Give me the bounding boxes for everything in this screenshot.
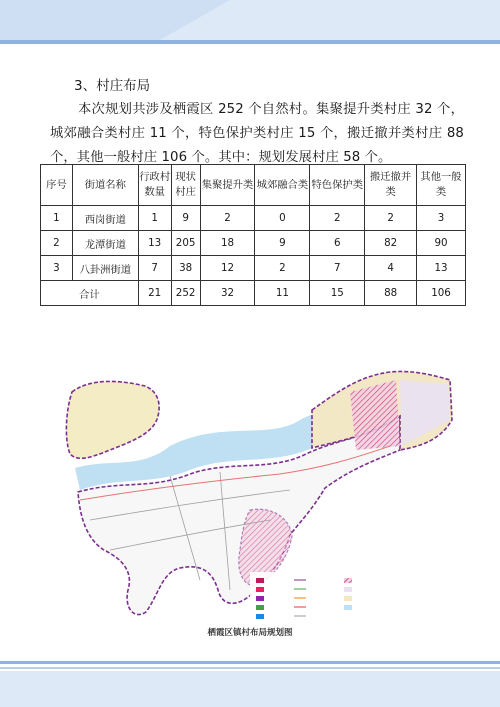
village-layout-map — [50, 350, 460, 628]
cell-admin: 7 — [138, 256, 171, 281]
cell-no: 1 — [41, 206, 73, 231]
cell-street: 龙潭街道 — [72, 231, 138, 256]
map-legend — [250, 572, 458, 626]
cell-general: 106 — [417, 281, 466, 306]
table-total-row — [41, 281, 466, 306]
cell-suburban: 9 — [255, 231, 310, 256]
cell-current: 205 — [171, 231, 200, 256]
cell-total-label: 合计 — [41, 281, 139, 306]
cell-protection: 6 — [310, 231, 365, 256]
cell-general: 3 — [417, 206, 466, 231]
header-street: 街道名称 — [72, 165, 138, 206]
cell-cluster: 32 — [200, 281, 255, 306]
cell-protection: 7 — [310, 256, 365, 281]
cell-current: 38 — [171, 256, 200, 281]
cell-general: 90 — [417, 231, 466, 256]
header-cluster: 集聚提升类 — [200, 165, 255, 206]
header-relocation: 搬迁撤并类 — [365, 165, 417, 206]
cell-suburban: 2 — [255, 256, 310, 281]
cell-suburban: 11 — [255, 281, 310, 306]
cell-suburban: 0 — [255, 206, 310, 231]
cell-relocation: 88 — [365, 281, 417, 306]
cell-relocation: 2 — [365, 206, 417, 231]
footer-decoration-band — [0, 661, 500, 707]
cell-cluster: 12 — [200, 256, 255, 281]
cell-street: 八卦洲街道 — [72, 256, 138, 281]
cell-current: 252 — [171, 281, 200, 306]
cell-no: 2 — [41, 231, 73, 256]
header-suburban: 城郊融合类 — [255, 165, 310, 206]
island-region — [66, 381, 159, 458]
table-row — [41, 206, 466, 231]
relocation-zone — [350, 380, 400, 450]
cell-general: 13 — [417, 256, 466, 281]
cell-cluster: 18 — [200, 231, 255, 256]
cell-relocation: 4 — [365, 256, 417, 281]
header-general: 其他一般类 — [417, 165, 466, 206]
cell-no: 3 — [41, 256, 73, 281]
table-row — [41, 256, 466, 281]
header-no: 序号 — [41, 165, 73, 206]
table-header-row — [41, 165, 466, 206]
cell-admin: 1 — [138, 206, 171, 231]
section-heading: 3、村庄布局 — [74, 78, 151, 94]
header-admin-villages: 行政村 数量 — [138, 165, 171, 206]
cell-admin: 13 — [138, 231, 171, 256]
village-statistics-table — [40, 164, 466, 306]
table-row — [41, 231, 466, 256]
cell-admin: 21 — [138, 281, 171, 306]
cell-current: 9 — [171, 206, 200, 231]
cell-protection: 2 — [310, 206, 365, 231]
cell-cluster: 2 — [200, 206, 255, 231]
cell-protection: 15 — [310, 281, 365, 306]
header-protection: 特色保护类 — [310, 165, 365, 206]
body-paragraph: 本次规划共涉及栖霞区 252 个自然村。集聚提升类村庄 32 个，城郊融合类村庄 11 个，特色保护类村庄 15 个，搬迁撤并类村庄 88 个，其他一般村庄 106 个。其中：规划发展村庄 58 个。 — [50, 102, 464, 165]
header-decoration-band — [0, 0, 500, 44]
map-caption: 栖霞区镇村布局规划图 — [207, 628, 293, 638]
header-current-villages: 现状 村庄 — [171, 165, 200, 206]
cell-relocation: 82 — [365, 231, 417, 256]
cell-street: 西岗街道 — [72, 206, 138, 231]
